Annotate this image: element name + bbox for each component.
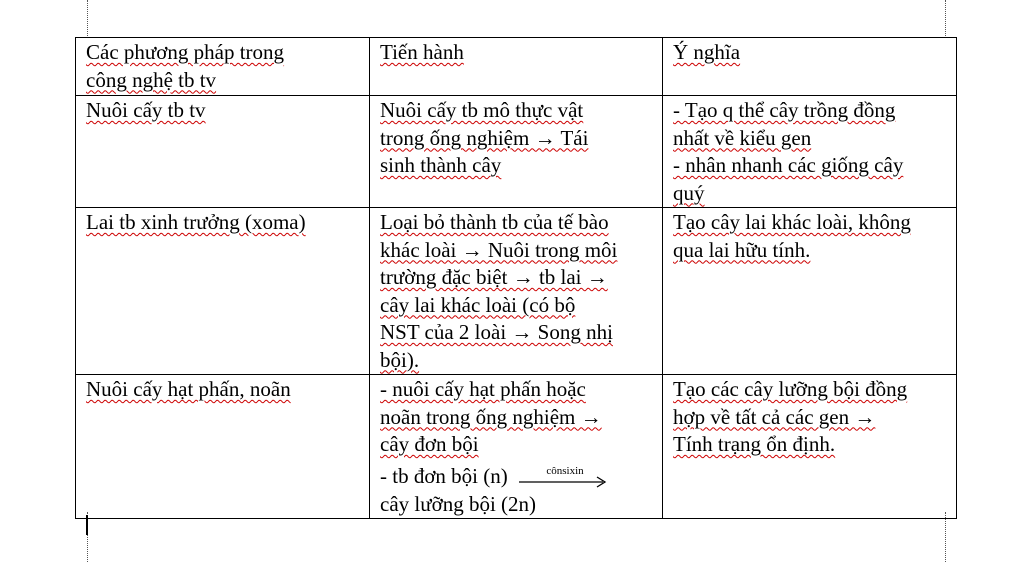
procedure-line: cây đơn bội bbox=[380, 432, 479, 456]
meaning-line: Tạo cây lai khác loài, không bbox=[673, 210, 911, 234]
meaning-line: - nhân nhanh các giống cây bbox=[673, 153, 904, 177]
meaning-line: quý bbox=[673, 180, 705, 205]
procedure-cell[interactable] bbox=[370, 375, 663, 519]
reaction-lhs: - tb đơn bội (n) bbox=[380, 463, 508, 488]
reaction-rhs: cây lưỡng bội (2n) bbox=[380, 491, 537, 516]
left-margin-guide bbox=[87, 0, 88, 38]
header-line: Các phương pháp trong bbox=[86, 40, 285, 64]
method-text: Lai tb xinh trưởng (xoma) bbox=[86, 210, 306, 234]
meaning-line: Tính trạng ổn định. bbox=[673, 432, 836, 456]
table-row bbox=[76, 375, 957, 519]
meaning-line: - Tạo q thể cây trồng đồng bbox=[673, 98, 896, 122]
meaning-line: qua lai hữu tính. bbox=[673, 237, 811, 262]
procedure-line: bội). bbox=[380, 347, 420, 372]
meaning-line: Tạo các cây lưỡng bội đồng bbox=[673, 377, 908, 401]
procedure-line: trường đặc biệt → tb lai → bbox=[380, 265, 608, 289]
procedure-line: - nuôi cấy hạt phấn hoặc bbox=[380, 377, 586, 401]
right-margin-guide bbox=[945, 0, 946, 38]
procedure-line: khác loài → Nuôi trong môi bbox=[380, 237, 618, 262]
reaction-line bbox=[380, 461, 656, 491]
header-line: Tiến hành bbox=[380, 40, 464, 64]
method-text: Nuôi cấy hạt phấn, noãn bbox=[86, 377, 291, 401]
header-cell-methods[interactable] bbox=[76, 38, 370, 96]
method-cell[interactable] bbox=[76, 375, 370, 519]
header-line: công nghệ tb tv bbox=[86, 67, 217, 92]
table-header-row bbox=[76, 38, 957, 96]
procedure-cell[interactable] bbox=[370, 208, 663, 375]
header-cell-procedure[interactable] bbox=[370, 38, 663, 96]
meaning-line: hợp về tất cả các gen → bbox=[673, 404, 876, 429]
text-cursor bbox=[86, 515, 88, 535]
methods-table bbox=[75, 37, 957, 519]
method-text: Nuôi cấy tb tv bbox=[86, 98, 206, 122]
arrow-label: cônsixin bbox=[546, 464, 584, 477]
header-cell-meaning[interactable] bbox=[663, 38, 957, 96]
procedure-line: noãn trong ống nghiệm → bbox=[380, 404, 602, 429]
method-cell[interactable] bbox=[76, 208, 370, 375]
meaning-cell[interactable] bbox=[663, 96, 957, 208]
meaning-cell[interactable] bbox=[663, 208, 957, 375]
reaction-arrow-icon bbox=[517, 465, 609, 491]
procedure-line: Nuôi cấy tb mô thực vật bbox=[380, 98, 584, 122]
header-line: Ý nghĩa bbox=[673, 40, 741, 64]
procedure-line: NST của 2 loài → Song nhị bbox=[380, 320, 613, 344]
table-row bbox=[76, 208, 957, 375]
procedure-line: Loại bỏ thành tb của tế bào bbox=[380, 210, 609, 234]
procedure-line: cây lai khác loài (có bộ bbox=[380, 292, 576, 317]
procedure-line: trong ống nghiệm → Tái bbox=[380, 125, 589, 150]
procedure-cell[interactable] bbox=[370, 96, 663, 208]
meaning-cell[interactable] bbox=[663, 375, 957, 519]
procedure-line: sinh thành cây bbox=[380, 153, 502, 177]
right-margin-guide-lower bbox=[945, 512, 946, 562]
meaning-line: nhất về kiểu gen bbox=[673, 125, 812, 150]
table-row bbox=[76, 96, 957, 208]
method-cell[interactable] bbox=[76, 96, 370, 208]
